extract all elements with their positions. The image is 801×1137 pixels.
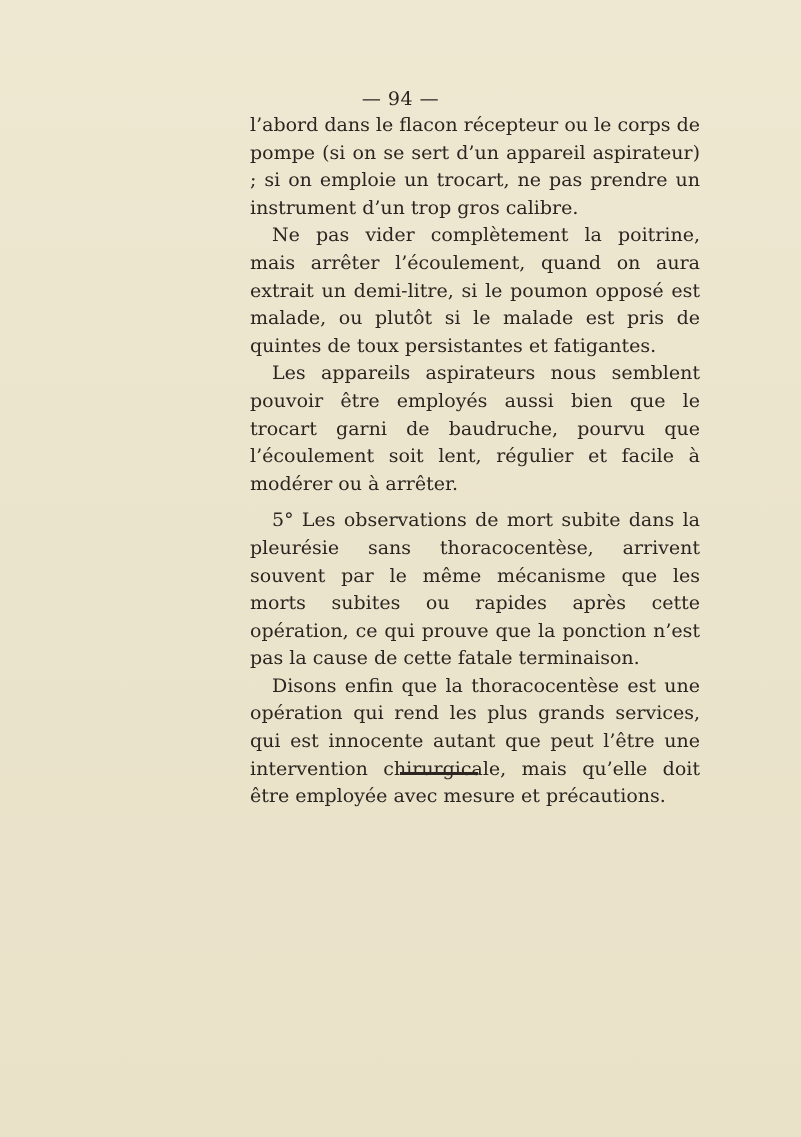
paragraph: Disons enfin que la thoracocentèse est une opération qui rend les plus grands services, qui est innocente autant que peut l’être une intervention chirurgicale, mais qu’elle doit être employée avec mesure et précautions. [250,674,700,808]
paragraph: Les appareils aspirateurs nous semblent pouvoir être employés aussi bien que le trocart garni de baudruche, pourvu que l’écoulement soit lent, régulier et facile à modérer ou à arrêter. [250,362,700,495]
paragraph: Ne pas vider complètement la poitrine, mais arrêter l’écoulement, quand on aura extrait un demi-litre, si le poumon opposé est malade, ou plutôt si le malade est pris de quintes de toux persistantes et fatigantes. [250,224,700,357]
page-number: — 94 — [361,88,440,110]
section-divider [400,772,478,775]
paragraph: 5° Les observations de mort subite dans la pleurésie sans thoracocentèse, arrivent souvent par le même mécanisme que les morts subites ou rapides après cette opération, ce qui prouve que la ponction n’est pas la cause de cette fatale terminaison. [250,509,700,670]
body-text [250,112,700,811]
paragraph: l’abord dans le flacon récepteur ou le corps de pompe (si on se sert d’un appareil aspirateur) ; si on emploie un trocart, ne pas prendre un instrument d’un trop gros calibre. [250,114,700,219]
